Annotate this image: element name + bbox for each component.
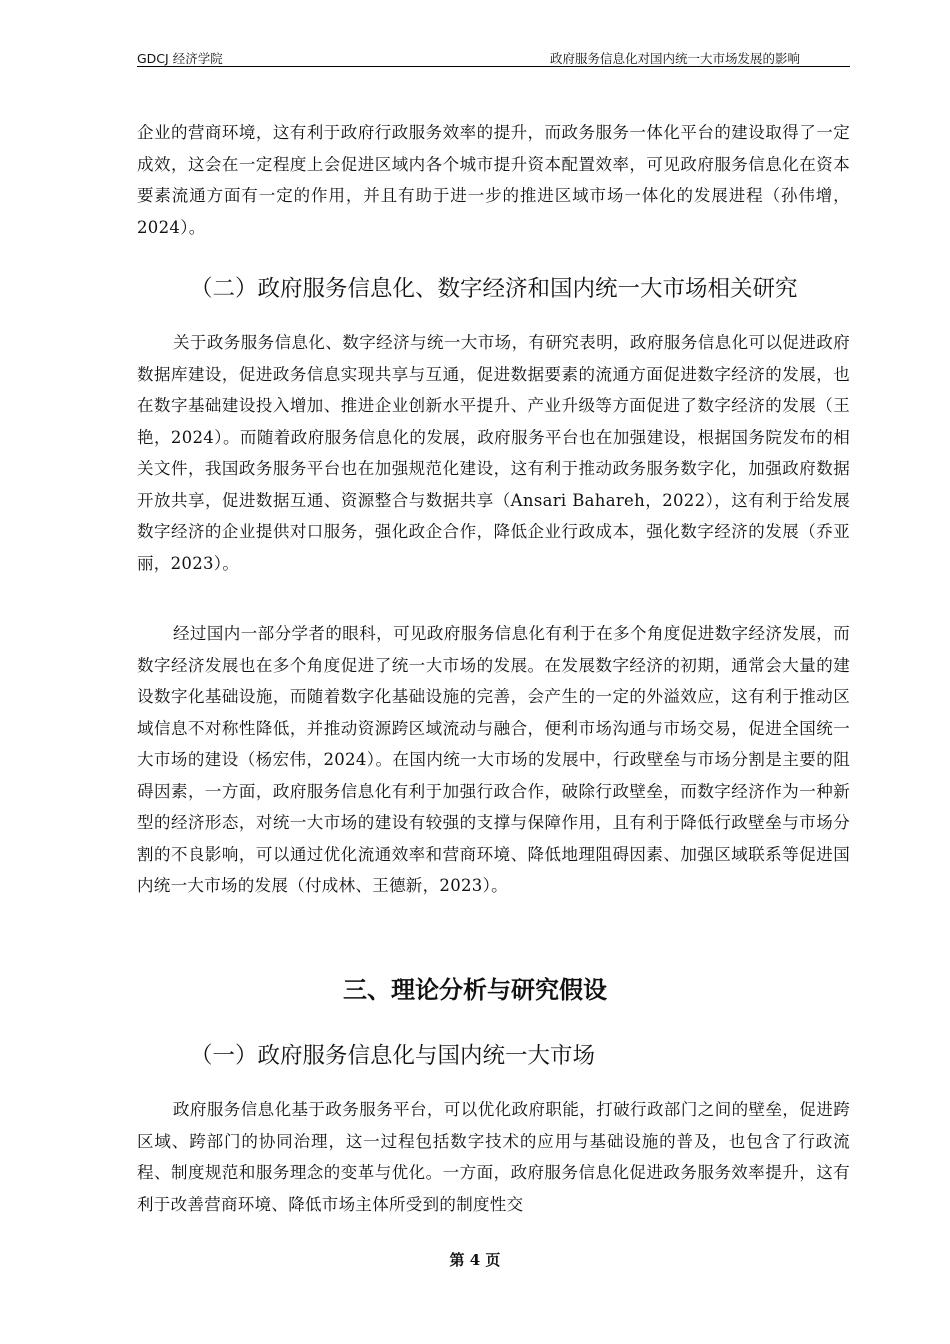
header-right-text: 政府服务信息化对国内统一大市场发展的影响 — [549, 51, 800, 66]
header-left-text: GDCJ 经济学院 — [137, 51, 223, 66]
paragraph-gov-service: 政府服务信息化基于政务服务平台，可以优化政府职能，打破行政部门之间的壁垒，促进跨区域、跨部门的协同治理，这一过程包括数字技术的应用与基础设施的普及，也包含了行政流程、制度规范和服务理念的变革与优化。一方面，政府服务信息化促进政务服务效率提升，这有利于改善营商环境、降低市场主体所受到的制度性交 — [137, 1100, 850, 1214]
paragraph-scholars: 经过国内一部分学者的眼科，可见政府服务信息化有利于在多个角度促进数字经济发展，而数字经济发展也在多个角度促进了统一大市场的发展。在发展数字经济的初期，通常会大量的建设数字化基础设施，而随着数字化基础设施的完善，会产生的一定的外溢效应，这有利于推动区域信息不对称性降低，并推动资源跨区域流动与融合，便利市场沟通与市场交易，促进全国统一大市场的建设（杨宏伟，2024）。在国内统一大市场的发展中，行政壁垒与市场分割是主要的阻碍因素，一方面，政府服务信息化有利于加强行政合作，破除行政壁垒，而数字经济作为一种新型的经济形态，对统一大市场的建设有较强的支撑与保障作用，且有利于降低行政壁垒与市场分割的不良影响，可以通过优化流通效率和营商环境、降低地理阻碍因素、加强区域联系等促进国内统一大市场的发展（付成林、王德新，2023）。 — [137, 624, 850, 895]
section-heading-2-gov-service: （一）政府服务信息化与国内统一大市场 — [190, 1043, 596, 1069]
section-heading-2-digital-economy: （二）政府服务信息化、数字经济和国内统一大市场相关研究 — [190, 276, 798, 302]
paragraph-digital-economy: 关于政务服务信息化、数字经济与统一大市场，有研究表明，政府服务信息化可以促进政府数据库建设，促进政务信息实现共享与互通，促进数据要素的流通方面促进数字经济的发展，也在数字基础建设投入增加、推进企业创新水平提升、产业升级等方面促进了数字经济的发展（王艳，2024）。而随着政府服务信息化的发展，政府服务平台也在加强建设，根据国务院发布的相关文件，我国政务服务平台也在加强规范化建设，这有利于推动政务服务数字化，加强政府数据开放共享，促进数据互通、资源整合与数据共享（Ansari Bahareh，2022），这有利于给发展数字经济的企业提供对口服务，强化政企合作，降低企业行政成本，强化数字经济的发展（乔亚丽，2023）。 — [137, 333, 850, 573]
paragraph-continuation: 企业的营商环境，这有利于政府行政服务效率的提升，而政务服务一体化平台的建设取得了一定成效，这会在一定程度上会促进区域内各个城市提升资本配置效率，可见政府服务信息化在资本要素流通方面有一定的作用，并且有助于进一步的推进区域市场一体化的发展进程（孙伟增，2024）。 — [137, 123, 850, 237]
page-header — [137, 48, 850, 67]
section-heading-1-theory: 三、理论分析与研究假设 — [343, 976, 607, 1004]
page-number: 第 4 页 — [449, 1251, 501, 1269]
